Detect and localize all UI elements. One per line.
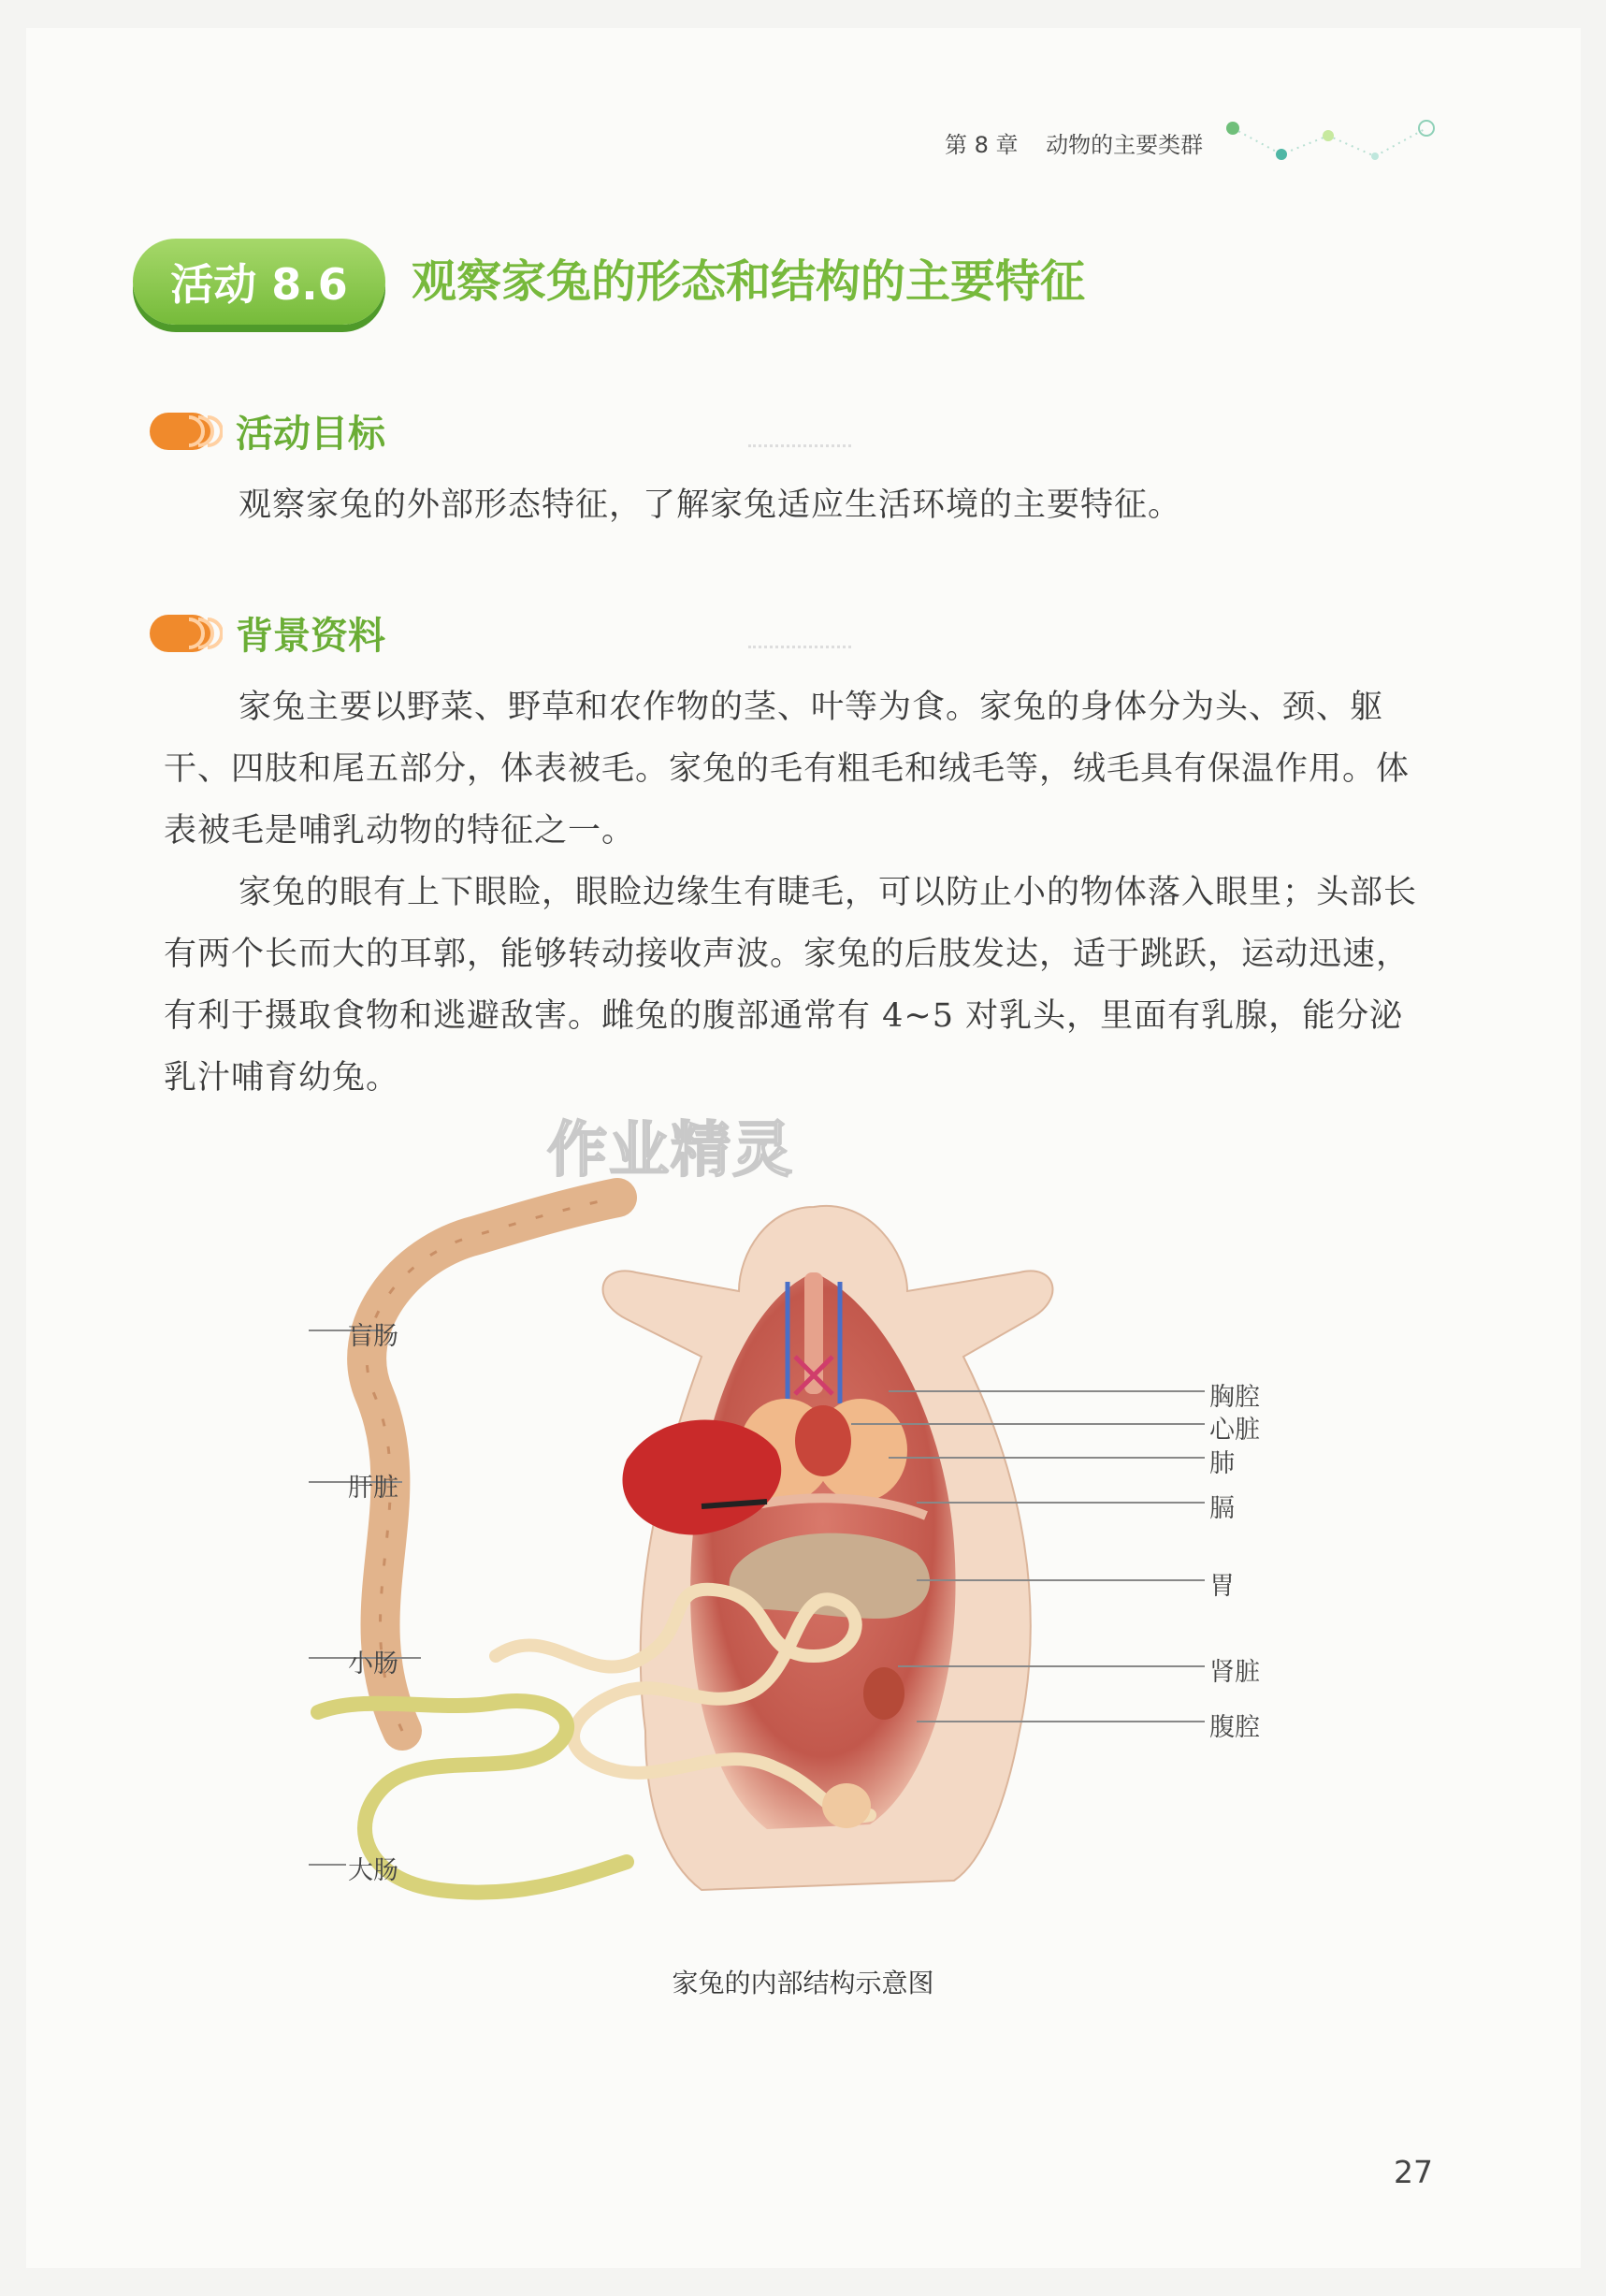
- section-background-heading: [148, 606, 385, 660]
- activity-title: 观察家兔的形态和结构的主要特征: [412, 255, 1086, 308]
- background-paragraph-1: 家兔主要以野菜、野草和农作物的茎、叶等为食。家兔的身体分为头、颈、躯干、四肢和尾五部分，体表被毛。家兔的毛有粗毛和绒毛等，绒毛具有保温作用。体表被毛是哺乳动物的特征之一。: [164, 689, 1411, 850]
- label-diaphragm: 膈: [1209, 1494, 1235, 1523]
- background-paragraph-2: 家兔的眼有上下眼睑，眼睑边缘生有睫毛，可以防止小的物体落入眼里；头部长有两个长而大的耳郭，能够转动接收声波。家兔的后肢发达，适于跳跃，运动迅速，有利于摄取食物和逃避敌害。雌兔的腹部通常有 4~5 对乳头，里面有乳腺，能分泌乳汁哺育幼兔。: [164, 874, 1418, 1097]
- heart: [795, 1405, 851, 1476]
- kidney: [863, 1667, 904, 1720]
- activity-badge: 活动 8.6: [133, 239, 385, 325]
- label-cecum: 盲肠: [348, 1322, 398, 1351]
- figure-caption: 家兔的内部结构示意图: [672, 1968, 934, 1998]
- label-stomach: 胃: [1209, 1572, 1235, 1601]
- chapter-number: 第 8 章: [945, 132, 1019, 158]
- label-lung: 肺: [1209, 1449, 1235, 1478]
- label-kidney: 肾脏: [1209, 1658, 1260, 1687]
- section-title: 活动目标: [236, 413, 385, 456]
- label-liver: 肝脏: [348, 1474, 398, 1503]
- orange-pill-icon: [148, 410, 223, 453]
- divider: [748, 646, 851, 648]
- label-heart: 心脏: [1209, 1416, 1260, 1445]
- rabbit-anatomy-illustration: [309, 1170, 1338, 1918]
- textbook-page: [26, 28, 1581, 2268]
- section-goal-heading: [148, 404, 385, 458]
- orange-pill-icon: [148, 612, 223, 655]
- label-thoracic-cavity: 胸腔: [1209, 1383, 1260, 1412]
- label-abdominal-cavity: 腹腔: [1209, 1713, 1260, 1742]
- running-header: [945, 126, 1203, 159]
- section-title: 背景资料: [236, 615, 385, 658]
- label-small-intestine: 小肠: [348, 1649, 398, 1678]
- watermark: 作业精灵: [547, 1116, 794, 1185]
- goal-text: 观察家兔的外部形态特征，了解家兔适应生活环境的主要特征。: [239, 487, 1182, 524]
- label-large-intestine: 大肠: [348, 1856, 398, 1885]
- chapter-title: 动物的主要类群: [1046, 132, 1204, 158]
- decorative-dots-icon: [1225, 117, 1450, 173]
- divider: [748, 444, 851, 447]
- page-number: 27: [1394, 2154, 1433, 2190]
- bladder: [822, 1783, 871, 1828]
